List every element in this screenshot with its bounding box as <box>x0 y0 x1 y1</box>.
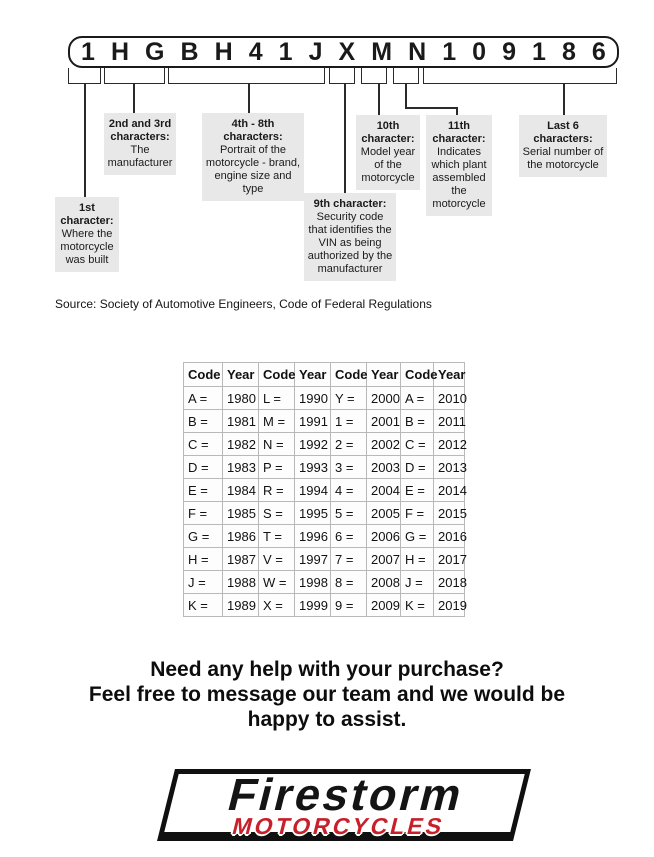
year-cell: 1982 <box>223 433 259 456</box>
vin-char: X <box>338 37 356 66</box>
code-cell: K = <box>401 594 434 617</box>
logo-brand-text: Firestorm <box>222 769 471 820</box>
code-cell: H = <box>401 548 434 571</box>
code-cell: F = <box>184 502 223 525</box>
label-desc: Serial number of the motorcycle <box>522 146 604 171</box>
year-table-row <box>184 548 465 571</box>
help-line: Need any help with your purchase? <box>150 658 504 681</box>
bracket-char-11 <box>393 68 419 84</box>
label-box-char-11 <box>426 115 492 216</box>
connector-char-11-h <box>405 107 458 109</box>
code-cell: N = <box>259 433 295 456</box>
code-cell: E = <box>401 479 434 502</box>
code-cell: 7 = <box>331 548 367 571</box>
label-title: 11th character: <box>432 120 486 145</box>
help-message <box>0 657 654 732</box>
code-cell: 2 = <box>331 433 367 456</box>
code-cell: R = <box>259 479 295 502</box>
vin-char: J <box>308 37 323 66</box>
code-cell: F = <box>401 502 434 525</box>
year-cell: 2009 <box>367 594 401 617</box>
vin-char: M <box>371 37 393 66</box>
label-title: 1st character: <box>60 202 114 227</box>
code-cell: G = <box>401 525 434 548</box>
code-cell: C = <box>401 433 434 456</box>
vin-char: B <box>180 37 199 66</box>
year-table-row <box>184 387 465 410</box>
code-cell: P = <box>259 456 295 479</box>
code-cell: L = <box>259 387 295 410</box>
vin-char: 8 <box>561 37 576 66</box>
bracket-last-6 <box>423 68 617 84</box>
year-cell: 1998 <box>295 571 331 594</box>
year-cell: 1990 <box>295 387 331 410</box>
year-table-row <box>184 571 465 594</box>
year-cell: 2013 <box>434 456 465 479</box>
code-cell: B = <box>184 410 223 433</box>
firestorm-logo <box>157 769 531 841</box>
year-table-row <box>184 433 465 456</box>
year-cell: 2016 <box>434 525 465 548</box>
vin-char: 4 <box>248 37 263 66</box>
year-cell: 2005 <box>367 502 401 525</box>
code-cell: 8 = <box>331 571 367 594</box>
label-title: 9th character: <box>313 198 387 210</box>
code-cell: J = <box>401 571 434 594</box>
year-table-body <box>184 387 465 617</box>
year-cell: 2010 <box>434 387 465 410</box>
label-title: Last 6 characters: <box>533 120 593 145</box>
year-cell: 2007 <box>367 548 401 571</box>
header-year: Year <box>434 363 465 387</box>
connector-chars-4-8 <box>248 84 250 113</box>
year-cell: 2011 <box>434 410 465 433</box>
code-cell: J = <box>184 571 223 594</box>
year-table-row <box>184 456 465 479</box>
code-cell: 6 = <box>331 525 367 548</box>
vin-number-pill <box>68 36 619 68</box>
year-cell: 1996 <box>295 525 331 548</box>
year-cell: 2008 <box>367 571 401 594</box>
vin-char: 9 <box>502 37 516 66</box>
header-year: Year <box>295 363 331 387</box>
connector-char-10 <box>378 84 380 115</box>
vin-char: G <box>145 37 165 66</box>
connector-char-11-v2 <box>456 107 458 115</box>
year-table-row <box>184 479 465 502</box>
label-desc: Portrait of the motorcycle - brand, engine size and type <box>205 144 301 195</box>
connector-chars-2-3 <box>133 84 135 113</box>
year-cell: 1988 <box>223 571 259 594</box>
header-year: Year <box>223 363 259 387</box>
label-desc: Indicates which plant assembled the motorcycle <box>431 146 487 210</box>
bracket-chars-4-8 <box>168 68 325 84</box>
logo-subbrand-text: MOTORCYCLES <box>229 813 448 839</box>
year-cell: 1985 <box>223 502 259 525</box>
year-cell: 1992 <box>295 433 331 456</box>
code-cell: S = <box>259 502 295 525</box>
year-cell: 1987 <box>223 548 259 571</box>
year-cell: 1993 <box>295 456 331 479</box>
code-cell: T = <box>259 525 295 548</box>
year-cell: 2019 <box>434 594 465 617</box>
label-box-chars-2-3 <box>104 113 176 175</box>
code-cell: A = <box>184 387 223 410</box>
source-note: Source: Society of Automotive Engineers, Code of Federal Regulations <box>55 297 432 311</box>
year-table-row <box>184 502 465 525</box>
header-code: Code <box>259 363 295 387</box>
label-title: 2nd and 3rd characters: <box>108 118 172 143</box>
label-box-last-6 <box>519 115 607 177</box>
year-cell: 2000 <box>367 387 401 410</box>
header-code: Code <box>331 363 367 387</box>
code-cell: E = <box>184 479 223 502</box>
year-cell: 1983 <box>223 456 259 479</box>
year-cell: 1999 <box>295 594 331 617</box>
vin-char: N <box>408 37 427 66</box>
code-cell: K = <box>184 594 223 617</box>
bracket-char-9 <box>329 68 355 84</box>
bracket-char-10 <box>361 68 387 84</box>
connector-char-11-v1 <box>405 84 407 109</box>
year-cell: 1986 <box>223 525 259 548</box>
year-table-header-row <box>184 363 465 387</box>
code-cell: M = <box>259 410 295 433</box>
label-box-char-1 <box>55 197 119 272</box>
year-cell: 2015 <box>434 502 465 525</box>
vin-char: 1 <box>278 37 293 66</box>
year-table-row <box>184 594 465 617</box>
vin-char: 1 <box>442 37 457 66</box>
label-desc: Security code that identifies the VIN as being authorized by the manufacturer <box>307 211 393 275</box>
label-title: 10th character: <box>361 120 415 145</box>
code-cell: X = <box>259 594 295 617</box>
code-cell: 3 = <box>331 456 367 479</box>
help-line: Feel free to message our team and we would be <box>88 683 566 706</box>
code-cell: Y = <box>331 387 367 410</box>
bracket-char-1 <box>68 68 101 84</box>
label-desc: Model year of the motorcycle <box>360 146 416 184</box>
year-cell: 1994 <box>295 479 331 502</box>
label-title: 4th - 8th characters: <box>223 118 283 143</box>
code-cell: A = <box>401 387 434 410</box>
year-cell: 2014 <box>434 479 465 502</box>
code-cell: W = <box>259 571 295 594</box>
code-cell: H = <box>184 548 223 571</box>
vin-char: 1 <box>81 37 95 66</box>
year-cell: 2002 <box>367 433 401 456</box>
year-cell: 2012 <box>434 433 465 456</box>
year-cell: 2001 <box>367 410 401 433</box>
year-cell: 1980 <box>223 387 259 410</box>
vin-char: H <box>214 37 233 66</box>
year-cell: 2003 <box>367 456 401 479</box>
code-cell: D = <box>184 456 223 479</box>
year-cell: 1997 <box>295 548 331 571</box>
code-cell: 1 = <box>331 410 367 433</box>
code-cell: 4 = <box>331 479 367 502</box>
vin-char: 1 <box>532 37 546 66</box>
year-code-table <box>183 362 465 617</box>
connector-char-1 <box>84 84 86 197</box>
year-cell: 2004 <box>367 479 401 502</box>
year-code-table-wrap <box>183 362 465 617</box>
label-box-chars-4-8 <box>202 113 304 201</box>
bracket-chars-2-3 <box>104 68 165 84</box>
year-cell: 1995 <box>295 502 331 525</box>
vin-char: H <box>110 37 129 66</box>
code-cell: D = <box>401 456 434 479</box>
code-cell: 5 = <box>331 502 367 525</box>
year-cell: 2018 <box>434 571 465 594</box>
help-line: happy to assist. <box>247 708 407 731</box>
year-cell: 1981 <box>223 410 259 433</box>
label-box-char-10 <box>356 115 420 190</box>
year-table-row <box>184 525 465 548</box>
code-cell: V = <box>259 548 295 571</box>
code-cell: B = <box>401 410 434 433</box>
year-cell: 1991 <box>295 410 331 433</box>
code-cell: C = <box>184 433 223 456</box>
vin-char: 6 <box>591 37 606 66</box>
label-desc: Where the motorcycle was built <box>60 228 114 266</box>
label-desc: The manufacturer <box>107 144 173 169</box>
vin-char: 0 <box>472 37 487 66</box>
year-cell: 2017 <box>434 548 465 571</box>
year-cell: 1989 <box>223 594 259 617</box>
year-cell: 2006 <box>367 525 401 548</box>
header-code: Code <box>401 363 434 387</box>
connector-last-6 <box>563 84 565 115</box>
header-code: Code <box>184 363 223 387</box>
year-cell: 1984 <box>223 479 259 502</box>
label-box-char-9 <box>304 193 396 281</box>
header-year: Year <box>367 363 401 387</box>
year-table-row <box>184 410 465 433</box>
code-cell: 9 = <box>331 594 367 617</box>
code-cell: G = <box>184 525 223 548</box>
connector-char-9 <box>344 84 346 193</box>
